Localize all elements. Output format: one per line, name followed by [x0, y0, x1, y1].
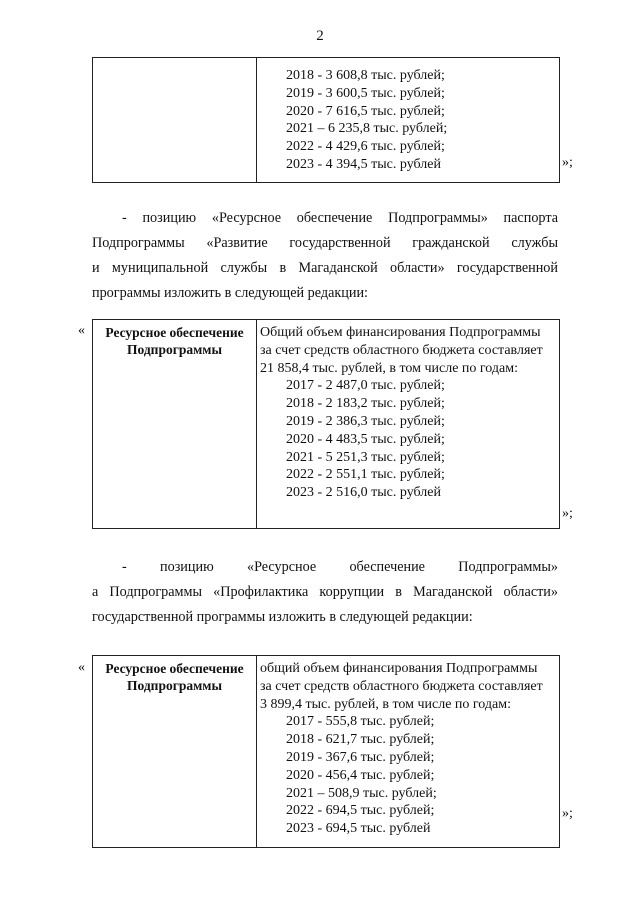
paragraph-line: программы изложить в следующей редакции: — [92, 285, 368, 301]
funding-year-line: 2019 - 367,6 тыс. рублей; — [286, 749, 435, 765]
left-cell-label — [93, 660, 256, 694]
funding-description — [260, 324, 543, 502]
closing-quote: »; — [562, 806, 573, 821]
funding-intro-line: 21 858,4 тыс. рублей, в том числе по годам: — [260, 360, 518, 376]
table-divider — [256, 58, 257, 182]
opening-quote: « — [78, 323, 85, 338]
funding-year-line: 2019 - 2 386,3 тыс. рублей; — [286, 413, 445, 429]
resource-table-anticorruption — [92, 655, 560, 848]
funding-intro-line: 3 899,4 тыс. рублей, в том числе по годам: — [260, 696, 511, 712]
paragraph-line: - позицию «Ресурсное обеспечение Подпрограммы» — [122, 559, 558, 575]
page-number: 2 — [316, 28, 324, 44]
paragraph-line: государственной программы изложить в следующей редакции: — [92, 609, 473, 625]
funding-year-line: 2022 - 694,5 тыс. рублей; — [286, 803, 435, 819]
funding-year-line: 2022 - 2 551,1 тыс. рублей; — [286, 467, 445, 483]
funding-intro-line: Общий объем финансирования Подпрограммы — [260, 325, 541, 340]
funding-year-line: 2020 - 456,4 тыс. рублей; — [286, 767, 435, 783]
closing-quote: »; — [562, 506, 573, 521]
funding-years-list — [286, 67, 447, 174]
funding-description — [260, 660, 543, 838]
paragraph-line: а Подпрограммы «Профилактика коррупции в Магаданской области» — [92, 584, 558, 600]
funding-intro-line: общий объем финансирования Подпрограммы — [260, 661, 538, 676]
label-line: Ресурсное обеспечение — [105, 661, 244, 676]
funding-year-line: 2023 - 4 394,5 тыс. рублей — [286, 156, 441, 172]
funding-intro-line: за счет средств областного бюджета составляет — [260, 678, 543, 694]
opening-quote: « — [78, 660, 85, 675]
label-line: Подпрограммы — [126, 678, 223, 693]
paragraph-line: - позицию «Ресурсное обеспечение Подпрограммы» паспорта — [122, 210, 558, 226]
closing-quote: »; — [562, 155, 573, 170]
funding-year-line: 2021 – 6 235,8 тыс. рублей; — [286, 121, 448, 137]
paragraph-position-2 — [92, 555, 558, 630]
table-divider — [256, 320, 257, 528]
funding-year-line: 2019 - 3 600,5 тыс. рублей; — [286, 85, 445, 101]
funding-year-line: 2018 - 3 608,8 тыс. рублей; — [286, 68, 445, 83]
funding-year-line: 2020 - 7 616,5 тыс. рублей; — [286, 103, 445, 119]
funding-intro-line: за счет средств областного бюджета составляет — [260, 342, 543, 358]
paragraph-position-1 — [92, 206, 558, 306]
funding-year-line: 2021 – 508,9 тыс. рублей; — [286, 785, 437, 801]
funding-year-line: 2018 - 2 183,2 тыс. рублей; — [286, 396, 445, 412]
funding-year-line: 2023 - 694,5 тыс. рублей — [286, 821, 431, 837]
funding-year-line: 2020 - 4 483,5 тыс. рублей; — [286, 431, 445, 447]
funding-year-line: 2017 - 555,8 тыс. рублей; — [286, 714, 435, 730]
label-line: Подпрограммы — [126, 342, 223, 357]
label-line: Ресурсное обеспечение — [105, 325, 244, 340]
funding-year-line: 2022 - 4 429,6 тыс. рублей; — [286, 139, 445, 155]
resource-table-civil-service — [92, 319, 560, 529]
funding-year-line: 2018 - 621,7 тыс. рублей; — [286, 732, 435, 748]
paragraph-line: Подпрограммы «Развитие государственной гражданской службы — [92, 235, 558, 251]
left-cell-label — [93, 324, 256, 358]
funding-year-line: 2023 - 2 516,0 тыс. рублей — [286, 485, 441, 501]
table-continuation — [92, 57, 560, 183]
funding-year-line: 2021 - 5 251,3 тыс. рублей; — [286, 449, 445, 465]
table-divider — [256, 656, 257, 847]
funding-year-line: 2017 - 2 487,0 тыс. рублей; — [286, 378, 445, 394]
paragraph-line: и муниципальной службы в Магаданской области» государственной — [92, 260, 558, 276]
